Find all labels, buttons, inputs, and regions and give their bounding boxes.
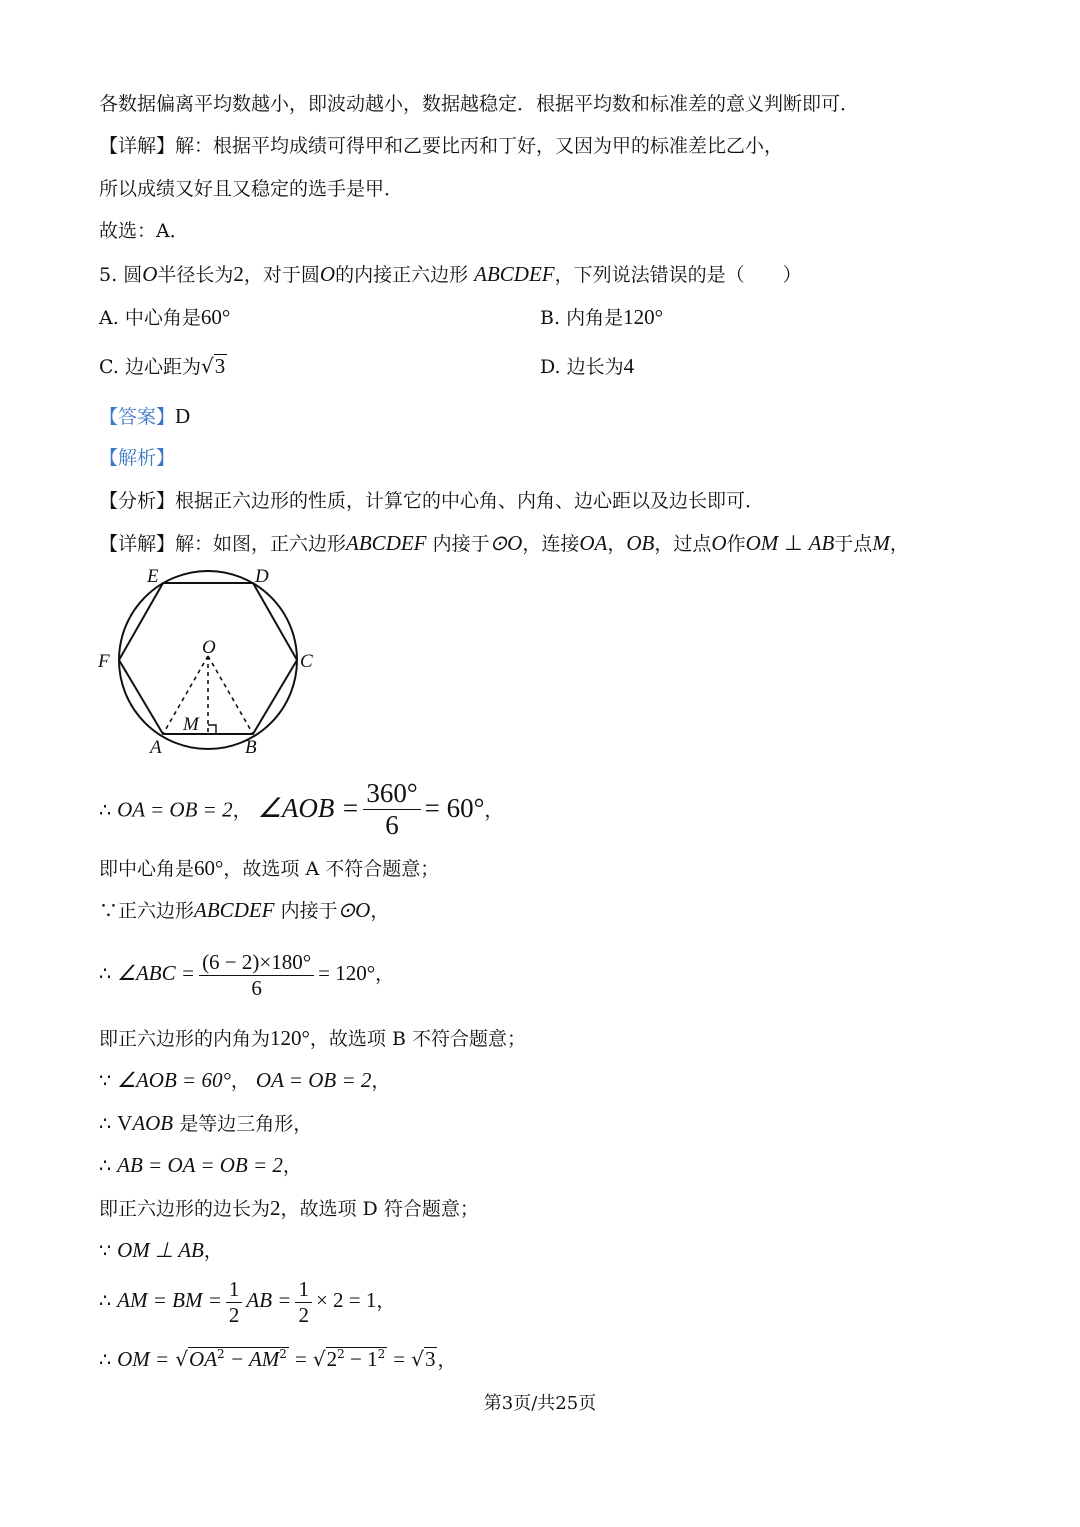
text-line: 所以成绩又好且又稳定的选手是甲． xyxy=(99,178,404,200)
text: 即中心角是 xyxy=(99,858,195,880)
fraction-denominator: 2 xyxy=(298,1302,309,1327)
math: OA xyxy=(579,531,608,555)
text: ， xyxy=(607,533,627,555)
sqrt-icon: √ xyxy=(200,354,214,378)
math: OA = OB = 2 xyxy=(255,1068,372,1092)
text: 解：根据平均成绩可得甲和乙要比丙和丁好，又因为甲的标准差比乙小， xyxy=(175,135,784,157)
exponent: 2 xyxy=(217,1347,225,1361)
math: 120° xyxy=(623,305,663,329)
math: M xyxy=(872,531,890,555)
analysis-line xyxy=(99,489,764,513)
math: ⊙O xyxy=(489,531,523,555)
math: = xyxy=(294,1347,307,1371)
equation-8 xyxy=(99,1344,456,1375)
text: ， xyxy=(376,1290,396,1312)
option-d xyxy=(540,354,634,379)
label-o: O xyxy=(202,637,216,658)
text: ， xyxy=(371,1070,391,1092)
text: ， xyxy=(437,1349,457,1371)
text: ， xyxy=(484,799,504,822)
fraction-numerator: 1 xyxy=(295,1277,312,1302)
option-label: D. xyxy=(540,356,561,378)
text: 边心距为 xyxy=(124,356,201,378)
text: ，故选项 D 符合题意； xyxy=(280,1198,479,1220)
label-e: E xyxy=(147,566,159,587)
option-a xyxy=(99,305,230,330)
text: ，过点 xyxy=(654,533,712,555)
math: OB xyxy=(626,531,655,555)
therefore-icon: ∴ xyxy=(99,1290,112,1312)
equation-2 xyxy=(99,944,394,1003)
section-tag: 【详解】 xyxy=(99,135,176,157)
text: 根据正六边形的性质，计算它的中心角、内角、边心距以及边长即可． xyxy=(175,490,765,512)
text-line: 故选：A． xyxy=(99,220,189,242)
fraction-numerator: (6 − 2)×180° xyxy=(199,950,314,975)
math: 60° xyxy=(194,856,224,880)
math: 120° xyxy=(270,1026,310,1050)
math: ABCDEF xyxy=(194,898,275,922)
question-stem xyxy=(99,262,802,287)
analysis-tag: 【解析】 xyxy=(99,447,176,469)
math: = 60° xyxy=(424,792,485,823)
right-angle-mark xyxy=(208,725,216,734)
math: O xyxy=(142,262,158,286)
text: 内角是 xyxy=(566,307,624,329)
because-icon: ∵ xyxy=(99,1070,112,1092)
detail-line xyxy=(99,531,909,556)
equation-7 xyxy=(99,1274,395,1327)
sqrt-icon: √ xyxy=(411,1347,424,1371)
math: AB = OA = OB = 2 xyxy=(117,1153,283,1177)
text: 正六边形 xyxy=(118,900,195,922)
math: × 2 = 1 xyxy=(315,1288,377,1312)
math: 60° xyxy=(200,305,231,329)
hexagon-figure xyxy=(95,560,325,760)
text: 边长为 xyxy=(566,356,624,378)
label-m: M xyxy=(183,714,199,735)
text: 内接于 xyxy=(280,900,338,922)
text: ， xyxy=(203,1240,223,1262)
therefore-icon: ∴ xyxy=(99,799,112,822)
section-tag: 【详解】 xyxy=(99,533,176,555)
math: = xyxy=(393,1347,406,1371)
text-line xyxy=(99,134,783,158)
math: 2 xyxy=(326,1347,338,1371)
section-tag: 【分析】 xyxy=(99,490,176,512)
therefore-icon: ∴ xyxy=(99,1113,112,1135)
label-c: C xyxy=(300,651,313,672)
math: 3 xyxy=(214,354,226,378)
math: OM ⊥ AB xyxy=(117,1238,204,1262)
therefore-icon: ∴ xyxy=(99,1349,112,1371)
text: 解：如图，正六边形 xyxy=(175,533,347,555)
text: ， xyxy=(889,533,909,555)
text: 圆 xyxy=(123,264,143,286)
math: AOB xyxy=(132,1111,174,1135)
exponent: 2 xyxy=(377,1347,386,1361)
text: 于点 xyxy=(834,533,873,555)
math: ABCDEF xyxy=(346,531,427,555)
fraction-denominator: 2 xyxy=(228,1302,240,1327)
text-line: 各数据偏离平均数越小，即波动越小，数据越稳定．根据平均数和标准差的意义判断即可． xyxy=(99,93,860,115)
text: ，故选项 A 不符合题意； xyxy=(223,858,440,880)
math: OM = xyxy=(117,1347,170,1371)
sqrt-icon: √ xyxy=(175,1347,189,1371)
equation-1 xyxy=(99,778,503,841)
text: 中心角是 xyxy=(124,307,201,329)
math: ⊥ xyxy=(784,531,803,555)
option-label: C. xyxy=(99,356,119,378)
math: OA = OB = 2 xyxy=(117,797,233,822)
math: − AM xyxy=(224,1347,280,1371)
math: AB xyxy=(808,531,835,555)
text: ， xyxy=(230,1070,250,1092)
because-icon: ∵ xyxy=(99,1240,112,1262)
option-b xyxy=(540,305,663,330)
text: 作 xyxy=(726,533,746,555)
text: 半径长为 xyxy=(157,264,234,286)
label-f: F xyxy=(98,651,110,672)
text-line xyxy=(99,898,389,923)
math: = 120° xyxy=(318,961,376,985)
exponent: 2 xyxy=(337,1347,345,1361)
exponent: 2 xyxy=(279,1347,287,1361)
therefore-icon: ∴ xyxy=(99,963,112,985)
text: ，故选项 B 不符合题意； xyxy=(309,1028,526,1050)
text: 的内接正六边形 xyxy=(335,264,469,286)
fraction-denominator: 6 xyxy=(251,975,262,1000)
math: − 1 xyxy=(344,1347,378,1371)
text: ， xyxy=(282,1155,302,1177)
text: ， xyxy=(232,799,252,822)
option-label: A. xyxy=(99,307,119,329)
answer-line xyxy=(99,404,190,429)
segment-ob xyxy=(208,656,253,734)
equation-6 xyxy=(99,1238,223,1263)
text-line xyxy=(99,856,439,881)
text: ， xyxy=(370,900,390,922)
math: ∠AOB = xyxy=(257,792,360,823)
fraction-denominator: 6 xyxy=(385,810,399,841)
math: AB = xyxy=(246,1288,292,1312)
option-c xyxy=(99,354,227,379)
label-d: D xyxy=(255,566,269,587)
label-b: B xyxy=(245,737,257,758)
page-footer: 第3页/共25页 xyxy=(483,1393,597,1414)
fraction-numerator: 360° xyxy=(363,778,420,810)
equation-3 xyxy=(99,1068,390,1093)
text: 内接于 xyxy=(432,533,490,555)
math: OA xyxy=(189,1347,218,1371)
math: O xyxy=(711,531,727,555)
text: ，下列说法错误的是（ ） xyxy=(554,264,802,286)
answer-value: D xyxy=(175,404,191,428)
text: 是等边三角形， xyxy=(179,1113,313,1135)
math: 4 xyxy=(623,354,635,378)
text-line xyxy=(99,1026,526,1051)
text: 即正六边形的边长为 xyxy=(99,1198,271,1220)
text: ，连接 xyxy=(522,533,580,555)
label-a: A xyxy=(150,737,162,758)
math: 3 xyxy=(424,1347,436,1371)
sqrt-icon: √ xyxy=(312,1347,326,1371)
triangle-icon: V xyxy=(117,1111,133,1135)
text-line xyxy=(99,1196,479,1221)
math: AM = BM = xyxy=(117,1288,222,1312)
math: O xyxy=(319,262,336,286)
math: ABCDEF xyxy=(474,262,555,286)
text: ，对于圆 xyxy=(243,264,320,286)
math: ⊙O xyxy=(337,898,371,922)
math: ∠AOB = 60° xyxy=(117,1068,231,1092)
text: ， xyxy=(375,963,395,985)
text: 即正六边形的内角为 xyxy=(99,1028,271,1050)
math: 2 xyxy=(270,1196,281,1220)
math: ∠ABC = xyxy=(117,961,196,985)
math: OM xyxy=(745,531,779,555)
therefore-icon: ∴ xyxy=(99,1155,112,1177)
question-number: 5. xyxy=(99,264,118,286)
math: 2 xyxy=(233,262,244,286)
because-icon: ∵ xyxy=(99,900,119,922)
option-label: B. xyxy=(540,307,561,329)
equation-5 xyxy=(99,1153,302,1178)
answer-tag: 【答案】 xyxy=(99,406,176,428)
fraction-numerator: 1 xyxy=(226,1277,243,1302)
equation-4 xyxy=(99,1111,312,1136)
